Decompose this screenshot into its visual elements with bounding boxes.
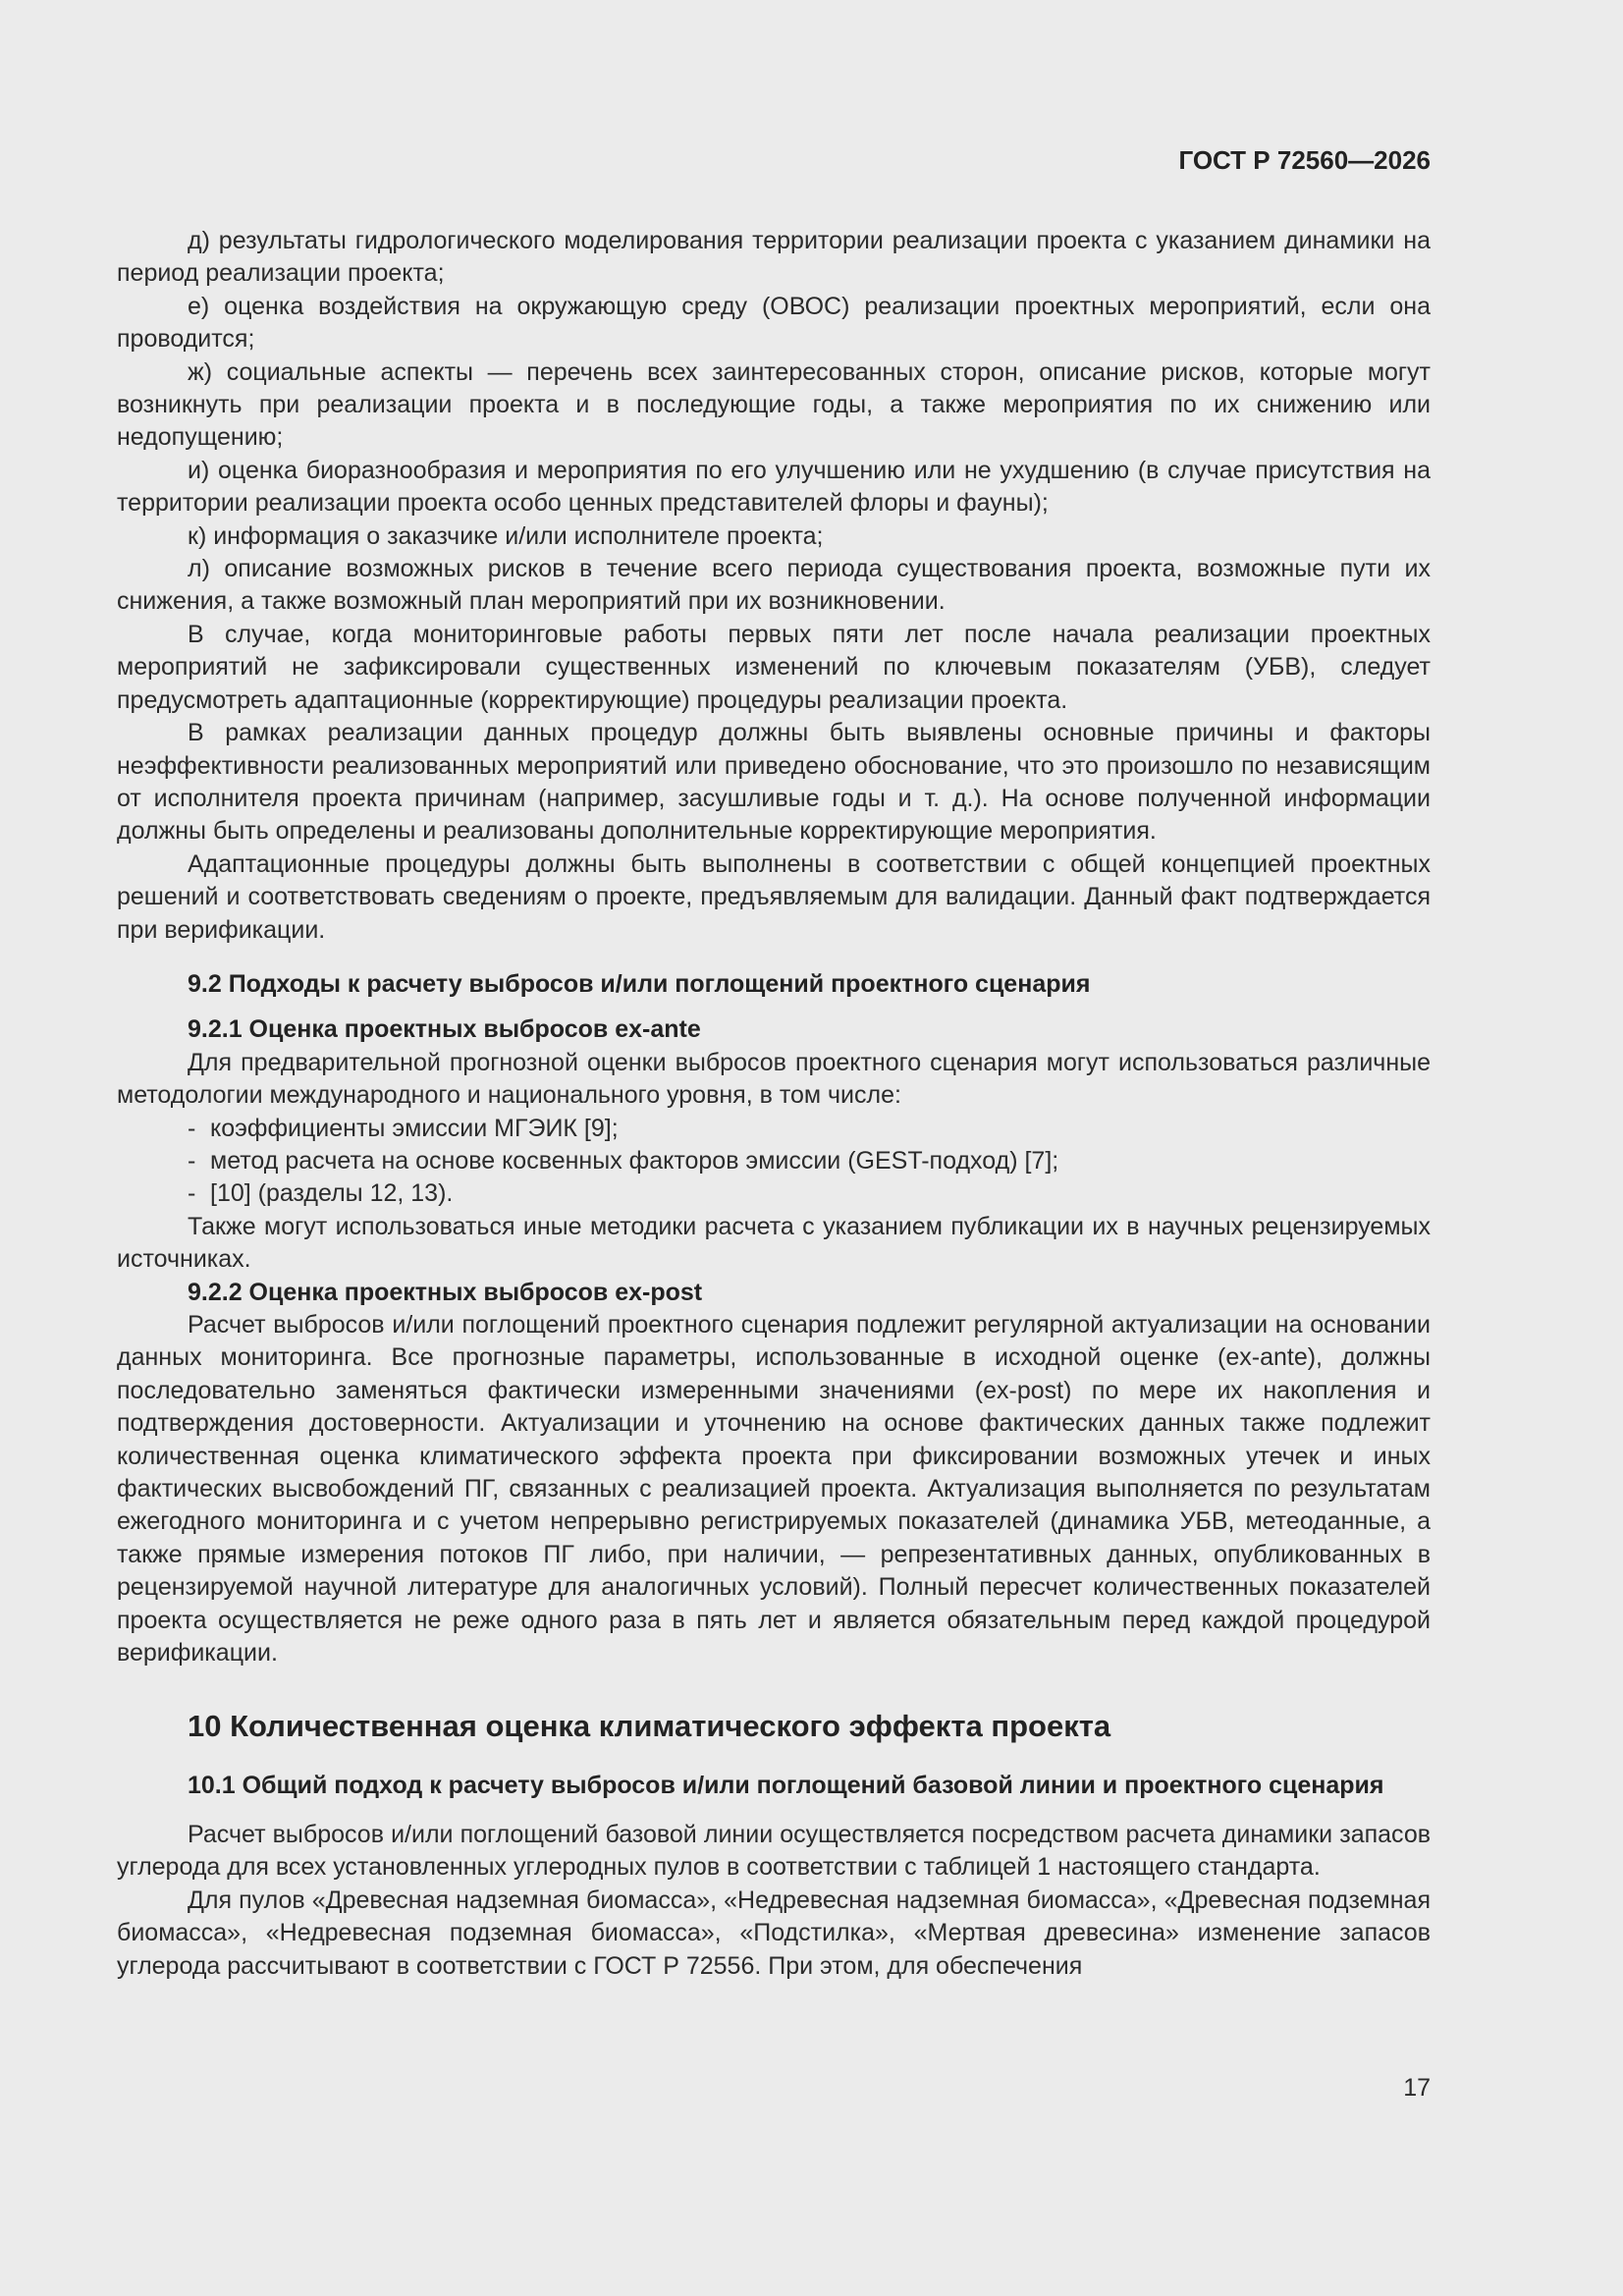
section-9-2-2-title: 9.2.2 Оценка проектных выбросов ex-post bbox=[188, 1278, 703, 1306]
section-9-2-1-outro: Также могут использоваться иные методики расчета с указанием публикации их в научных рецензируемых источниках. bbox=[117, 1212, 1431, 1274]
list-item-d: д) результаты гидрологического моделирования территории реализации проекта с указанием динамики на период реализации проекта; bbox=[117, 227, 1431, 288]
section-9-2-title: 9.2 Подходы к расчету выбросов и/или поглощений проектного сценария bbox=[188, 969, 1091, 998]
bullet-dash: - bbox=[188, 1146, 196, 1175]
bullet-dash: - bbox=[188, 1114, 196, 1142]
section-10-1-title: 10.1 Общий подход к расчету выбросов и/или поглощений базовой линии и проектного сценария bbox=[188, 1772, 1384, 1800]
page-number: 17 bbox=[1403, 2074, 1431, 2102]
paragraph-adaptation: Адаптационные процедуры должны быть выполнены в соответствии с общей концепцией проектных решений и соответствовать сведениям о проекте, предъявляемым для валидации. Данный факт подтверждается при верификации. bbox=[117, 849, 1431, 944]
section-10-title: 10 Количественная оценка климатического эффекта проекта bbox=[188, 1709, 1111, 1744]
paragraph-monitoring: В случае, когда мониторинговые работы первых пяти лет после начала реализации проектных мероприятий не зафиксировали существенных изменений по ключевым показателям (УБВ), следует предусмотреть адаптационные (корректирующие) процедуры реализации проекта. bbox=[117, 620, 1431, 714]
section-10-1-paragraph-2: Для пулов «Древесная надземная биомасса», «Недревесная надземная биомасса», «Древесная подземная биомасса», «Недревесная подземная биомасса», «Подстилка», «Мертвая древесина» изменение запасов углерода рассчитывают в соответствии с ГОСТ Р 72556. При этом, для обеспечения bbox=[117, 1886, 1431, 1980]
list-item-k: к) информация о заказчике и/или исполнителе проекта; bbox=[188, 521, 824, 550]
list-item-e: е) оценка воздействия на окружающую среду (ОВОС) реализации проектных мероприятий, если она проводится; bbox=[117, 292, 1431, 354]
section-10-1-paragraph-1: Расчет выбросов и/или поглощений базовой линии осуществляется посредством расчета динамики запасов углерода для всех установленных углеродных пулов в соответствии с таблицей 1 настоящего стандарта. bbox=[117, 1820, 1431, 1882]
bullet-item bbox=[117, 1113, 1431, 1145]
section-9-2-2-text: Расчет выбросов и/или поглощений проектного сценария подлежит регулярной актуализации на основании данных мониторинга. Все прогнозные параметры, использованные в исходной оценке (ex-ante), должны последовательно заменяться фактически измеренными значениями (ex-post) по мере их накопления и подтверждения достоверности. Актуализации и уточнению на основе фактических данных также подлежит количественная оценка климатического эффекта проекта при фиксировании возможных утечек и иных фактических высвобождений ПГ, связанных с реализацией проекта. Актуализация выполняется по результатам ежегодного мониторинга и с учетом непрерывно регистрируемых показателей (динамика УБВ, метеоданные, а также прямые измерения потоков ПГ либо, при наличии, — репрезентативных данных, опубликованных в рецензируемой научной литературе для аналогичных условий). Полный пересчет количественных показателей проекта осуществляется не реже одного раза в пять лет и является обязательным перед каждой процедурой верификации. bbox=[117, 1311, 1431, 1667]
bullet-text: [10] (разделы 12, 13). bbox=[210, 1179, 454, 1208]
section-9-2-1-title: 9.2.1 Оценка проектных выбросов ex-ante bbox=[188, 1015, 701, 1044]
bullet-text: метод расчета на основе косвенных факторов эмиссии (GEST-подход) [7]; bbox=[210, 1146, 1059, 1175]
bullet-text: коэффициенты эмиссии МГЭИК [9]; bbox=[210, 1114, 619, 1142]
list-item-zh: ж) социальные аспекты — перечень всех заинтересованных сторон, описание рисков, которые могут возникнуть при реализации проекта и в последующие годы, а также мероприятия по их снижению или недопущению; bbox=[117, 357, 1431, 452]
bullet-item bbox=[117, 1177, 1431, 1210]
section-9-2-1-intro: Для предварительной прогнозной оценки выбросов проектного сценария могут использоваться различные методологии международного и национального уровня, в том числе: bbox=[117, 1048, 1431, 1110]
doc-code-header: ГОСТ Р 72560—2026 bbox=[1178, 145, 1431, 175]
bullet-item bbox=[117, 1145, 1431, 1177]
bullet-dash: - bbox=[188, 1179, 196, 1208]
paragraph-procedures: В рамках реализации данных процедур должны быть выявлены основные причины и факторы неэффективности реализованных мероприятий или приведено обоснование, что это произошло по независящим от исполнителя проекта причинам (например, засушливые годы и т. д.). На основе полученной информации должны быть определены и реализованы дополнительные корректирующие мероприятия. bbox=[117, 719, 1431, 846]
list-item-i: и) оценка биоразнообразия и мероприятия по его улучшению или не ухудшению (в случае присутствия на территории реализации проекта особо ценных представителей флоры и фауны); bbox=[117, 456, 1431, 518]
page-content bbox=[117, 225, 1431, 1983]
list-item-l: л) описание возможных рисков в течение всего периода существования проекта, возможные пути их снижения, а также возможный план мероприятий при их возникновении. bbox=[117, 555, 1431, 616]
